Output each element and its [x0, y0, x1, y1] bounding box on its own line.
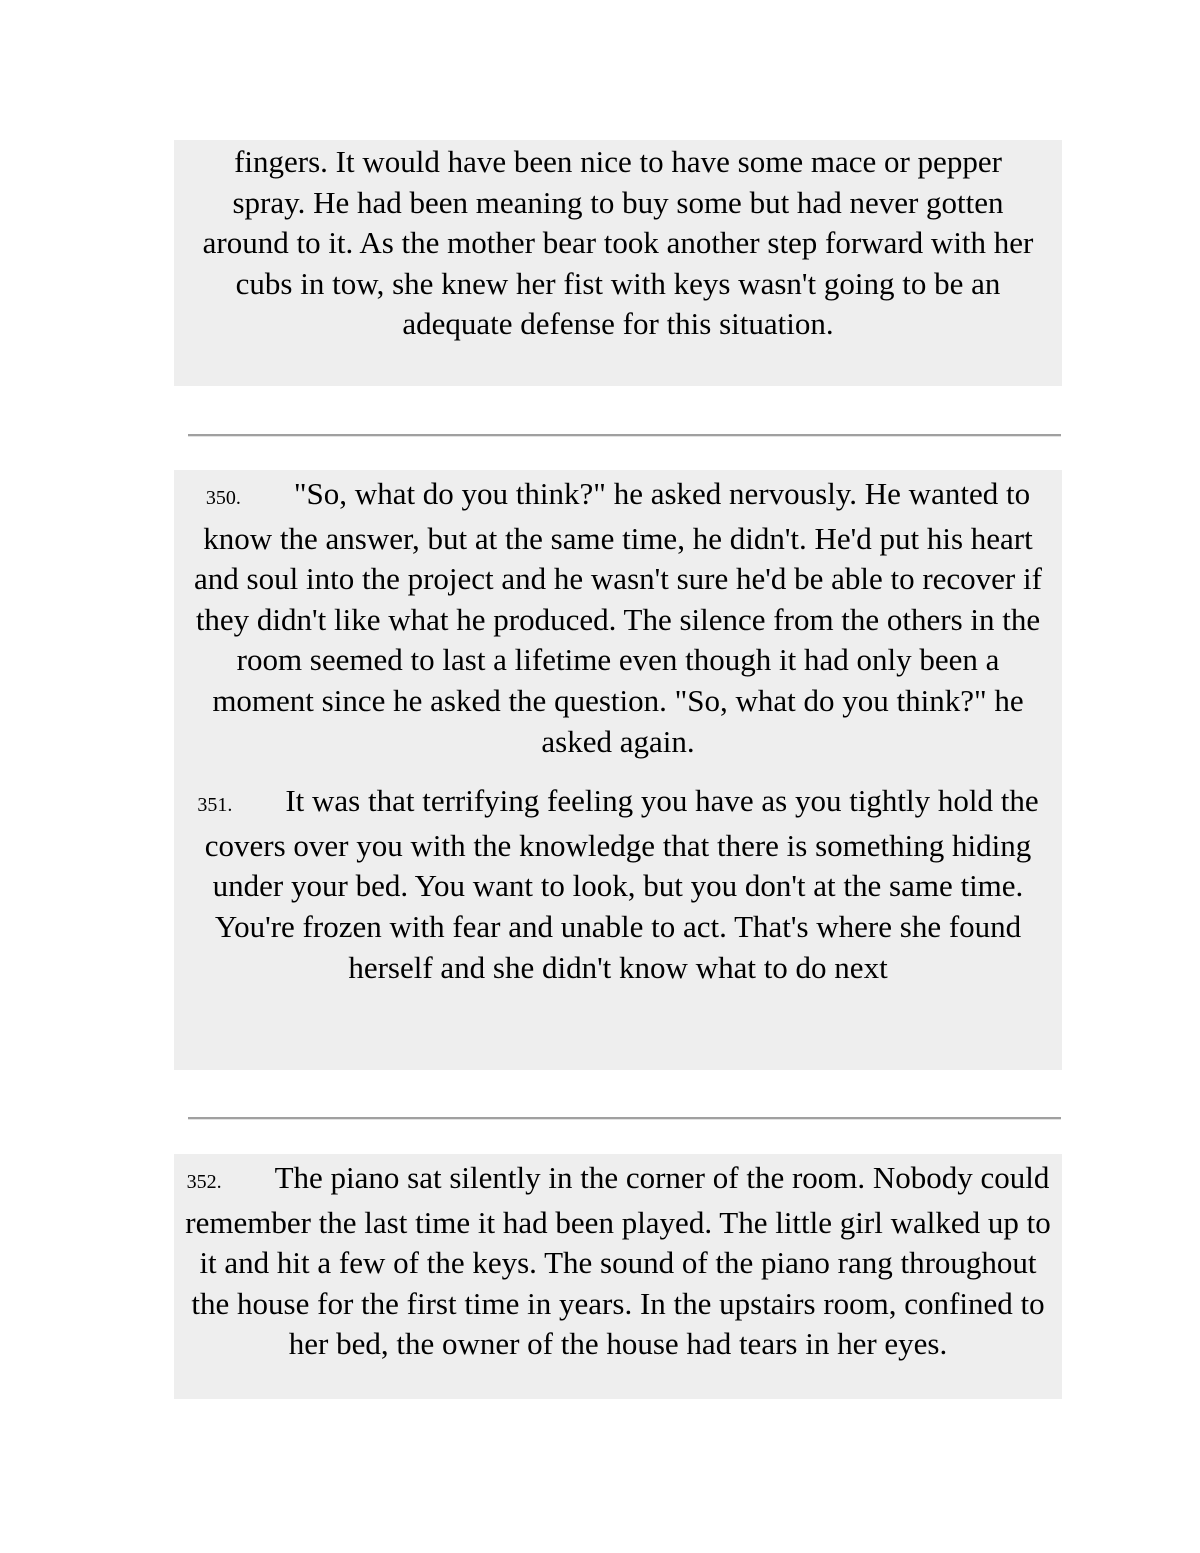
- text-block-350-351: [174, 470, 1062, 1070]
- paragraph-text: It was that terrifying feeling you have as you tightly hold the covers over you with the knowledge that there is something hiding under your bed. You want to look, but you don't at the same time. You're frozen with fear and unable to act. That's where she found herself and she didn't know what to do next: [204, 783, 1039, 985]
- paragraph-number: 350.: [205, 487, 241, 509]
- paragraph-351: [184, 781, 1052, 988]
- text-block-continued: [174, 140, 1062, 386]
- paragraph-text: fingers. It would have been nice to have some mace or pepper spray. He had been meaning to buy some but had never gotten around to it. As the mother bear took another step forward with her cubs in tow, she knew her fist with keys wasn't going to be an adequate defense for this situation.: [202, 144, 1034, 342]
- horizontal-divider: [188, 434, 1061, 437]
- paragraph-continued: [198, 142, 1038, 345]
- paragraph-350: [184, 474, 1052, 762]
- paragraph-number: 351.: [197, 794, 233, 817]
- paragraph-text: "So, what do you think?" he asked nervously. He wanted to know the answer, but at the same time, he didn't. He'd put his heart and soul into the project and he wasn't sure he'd be able to recover if they didn't like what he produced. The silence from the others in the room seemed to last a lifetime even though it had only been a moment since he asked the question. "So, what do you think?" he asked again.: [194, 476, 1042, 759]
- text-block-352: [174, 1154, 1062, 1399]
- paragraph-number: 352.: [186, 1171, 222, 1193]
- horizontal-divider: [188, 1117, 1061, 1120]
- paragraph-text: The piano sat silently in the corner of the room. Nobody could remember the last time it had been played. The little girl walked up to it and hit a few of the keys. The sound of the piano rang throughout the house for the first time in years. In the upstairs room, confined to her bed, the owner of the house had tears in her eyes.: [185, 1160, 1051, 1362]
- paragraph-352: [184, 1158, 1052, 1365]
